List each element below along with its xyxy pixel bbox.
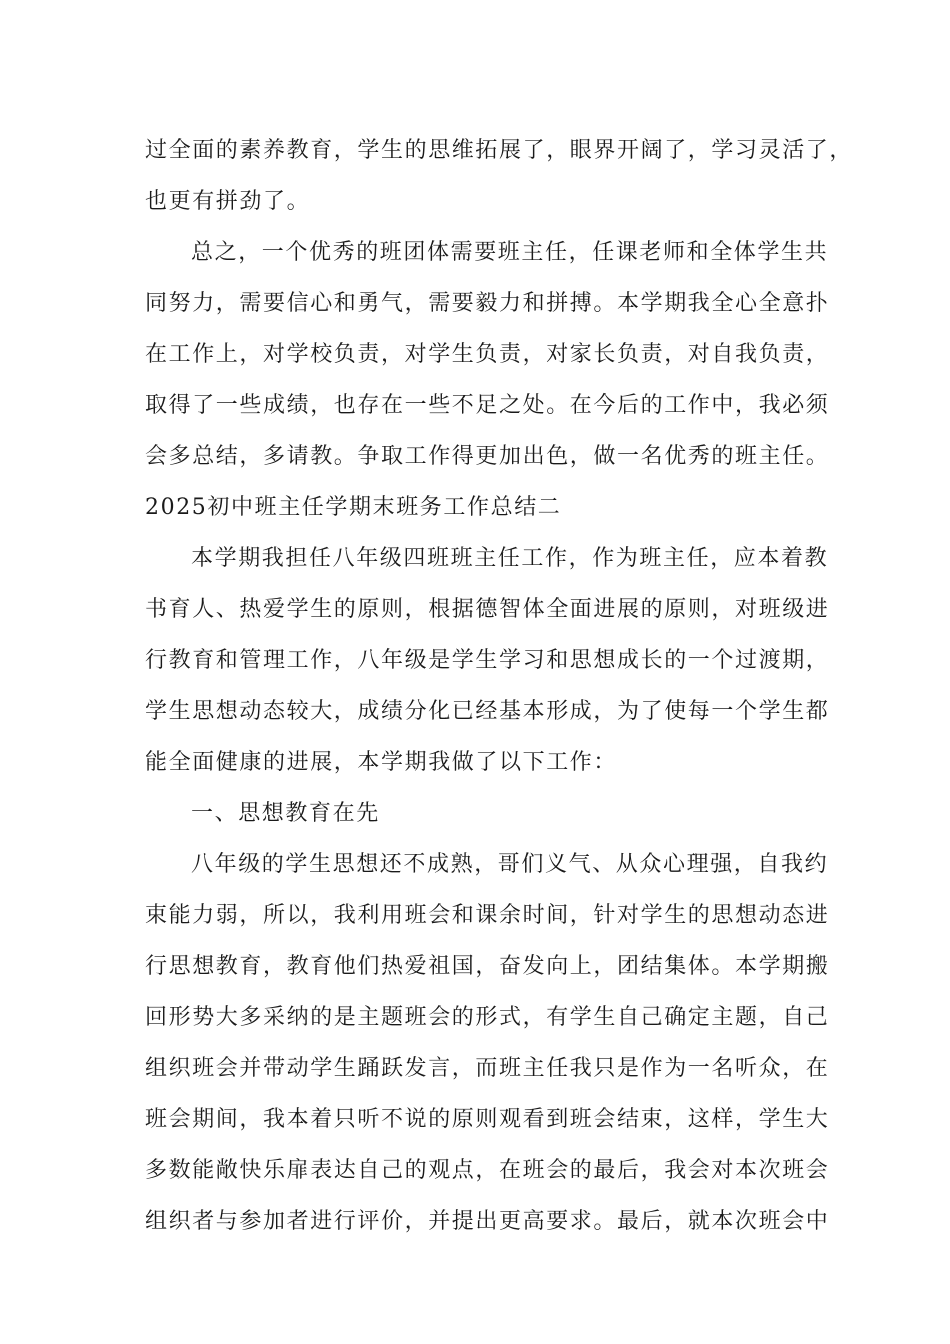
body-text-line: 组织者与参加者进行评价，并提出更高要求。最后，就本次班会中	[145, 1209, 830, 1234]
body-text-line: 能全面健康的进展，本学期我做了以下工作：	[145, 750, 618, 775]
body-text-line: 回形势大多采纳的是主题班会的形式，有学生自己确定主题，自己	[145, 1005, 830, 1030]
paragraph-first-line: 本学期我担任八年级四班班主任工作，作为班主任，应本着教	[191, 546, 829, 571]
body-text-line: 行思想教育，教育他们热爱祖国，奋发向上，团结集体。本学期搬	[145, 954, 830, 979]
body-text-line: 书育人、热爱学生的原则，根据德智体全面进展的原则，对班级进	[145, 597, 830, 622]
subheading: 一、思想教育在先	[191, 801, 380, 826]
body-text-line: 行教育和管理工作，八年级是学生学习和思想成长的一个过渡期，	[145, 648, 830, 673]
body-text-line: 班会期间，我本着只听不说的原则观看到班会结束，这样，学生大	[145, 1107, 830, 1132]
body-text-line: 在工作上，对学校负责，对学生负责，对家长负责，对自我负责，	[145, 342, 830, 367]
body-text-line: 会多总结，多请教。争取工作得更加出色，做一名优秀的班主任。	[145, 444, 830, 469]
paragraph-first-line: 总之，一个优秀的班团体需要班主任，任课老师和全体学生共	[191, 240, 829, 265]
body-text-line: 束能力弱，所以，我利用班会和课余时间，针对学生的思想动态进	[145, 903, 830, 928]
body-text-line: 同努力，需要信心和勇气，需要毅力和拼搏。本学期我全心全意扑	[145, 291, 830, 316]
body-text-line: 多数能敞快乐扉表达自己的观点，在班会的最后，我会对本次班会	[145, 1158, 830, 1183]
body-text-line: 学生思想动态较大，成绩分化已经基本形成，为了使每一个学生都	[145, 699, 830, 724]
body-text-line: 组织班会并带动学生踊跃发言，而班主任我只是作为一名听众，在	[145, 1056, 830, 1081]
paragraph-first-line: 八年级的学生思想还不成熟，哥们义气、从众心理强，自我约	[191, 852, 829, 877]
section-title: 2025初中班主任学期末班务工作总结二	[145, 495, 562, 520]
body-text-line: 也更有拼劲了。	[145, 189, 311, 214]
body-text-line: 取得了一些成绩，也存在一些不足之处。在今后的工作中，我必须	[145, 393, 830, 418]
body-text-line: 过全面的素养教育，学生的思维拓展了，眼界开阔了，学习灵活了，	[145, 138, 854, 163]
